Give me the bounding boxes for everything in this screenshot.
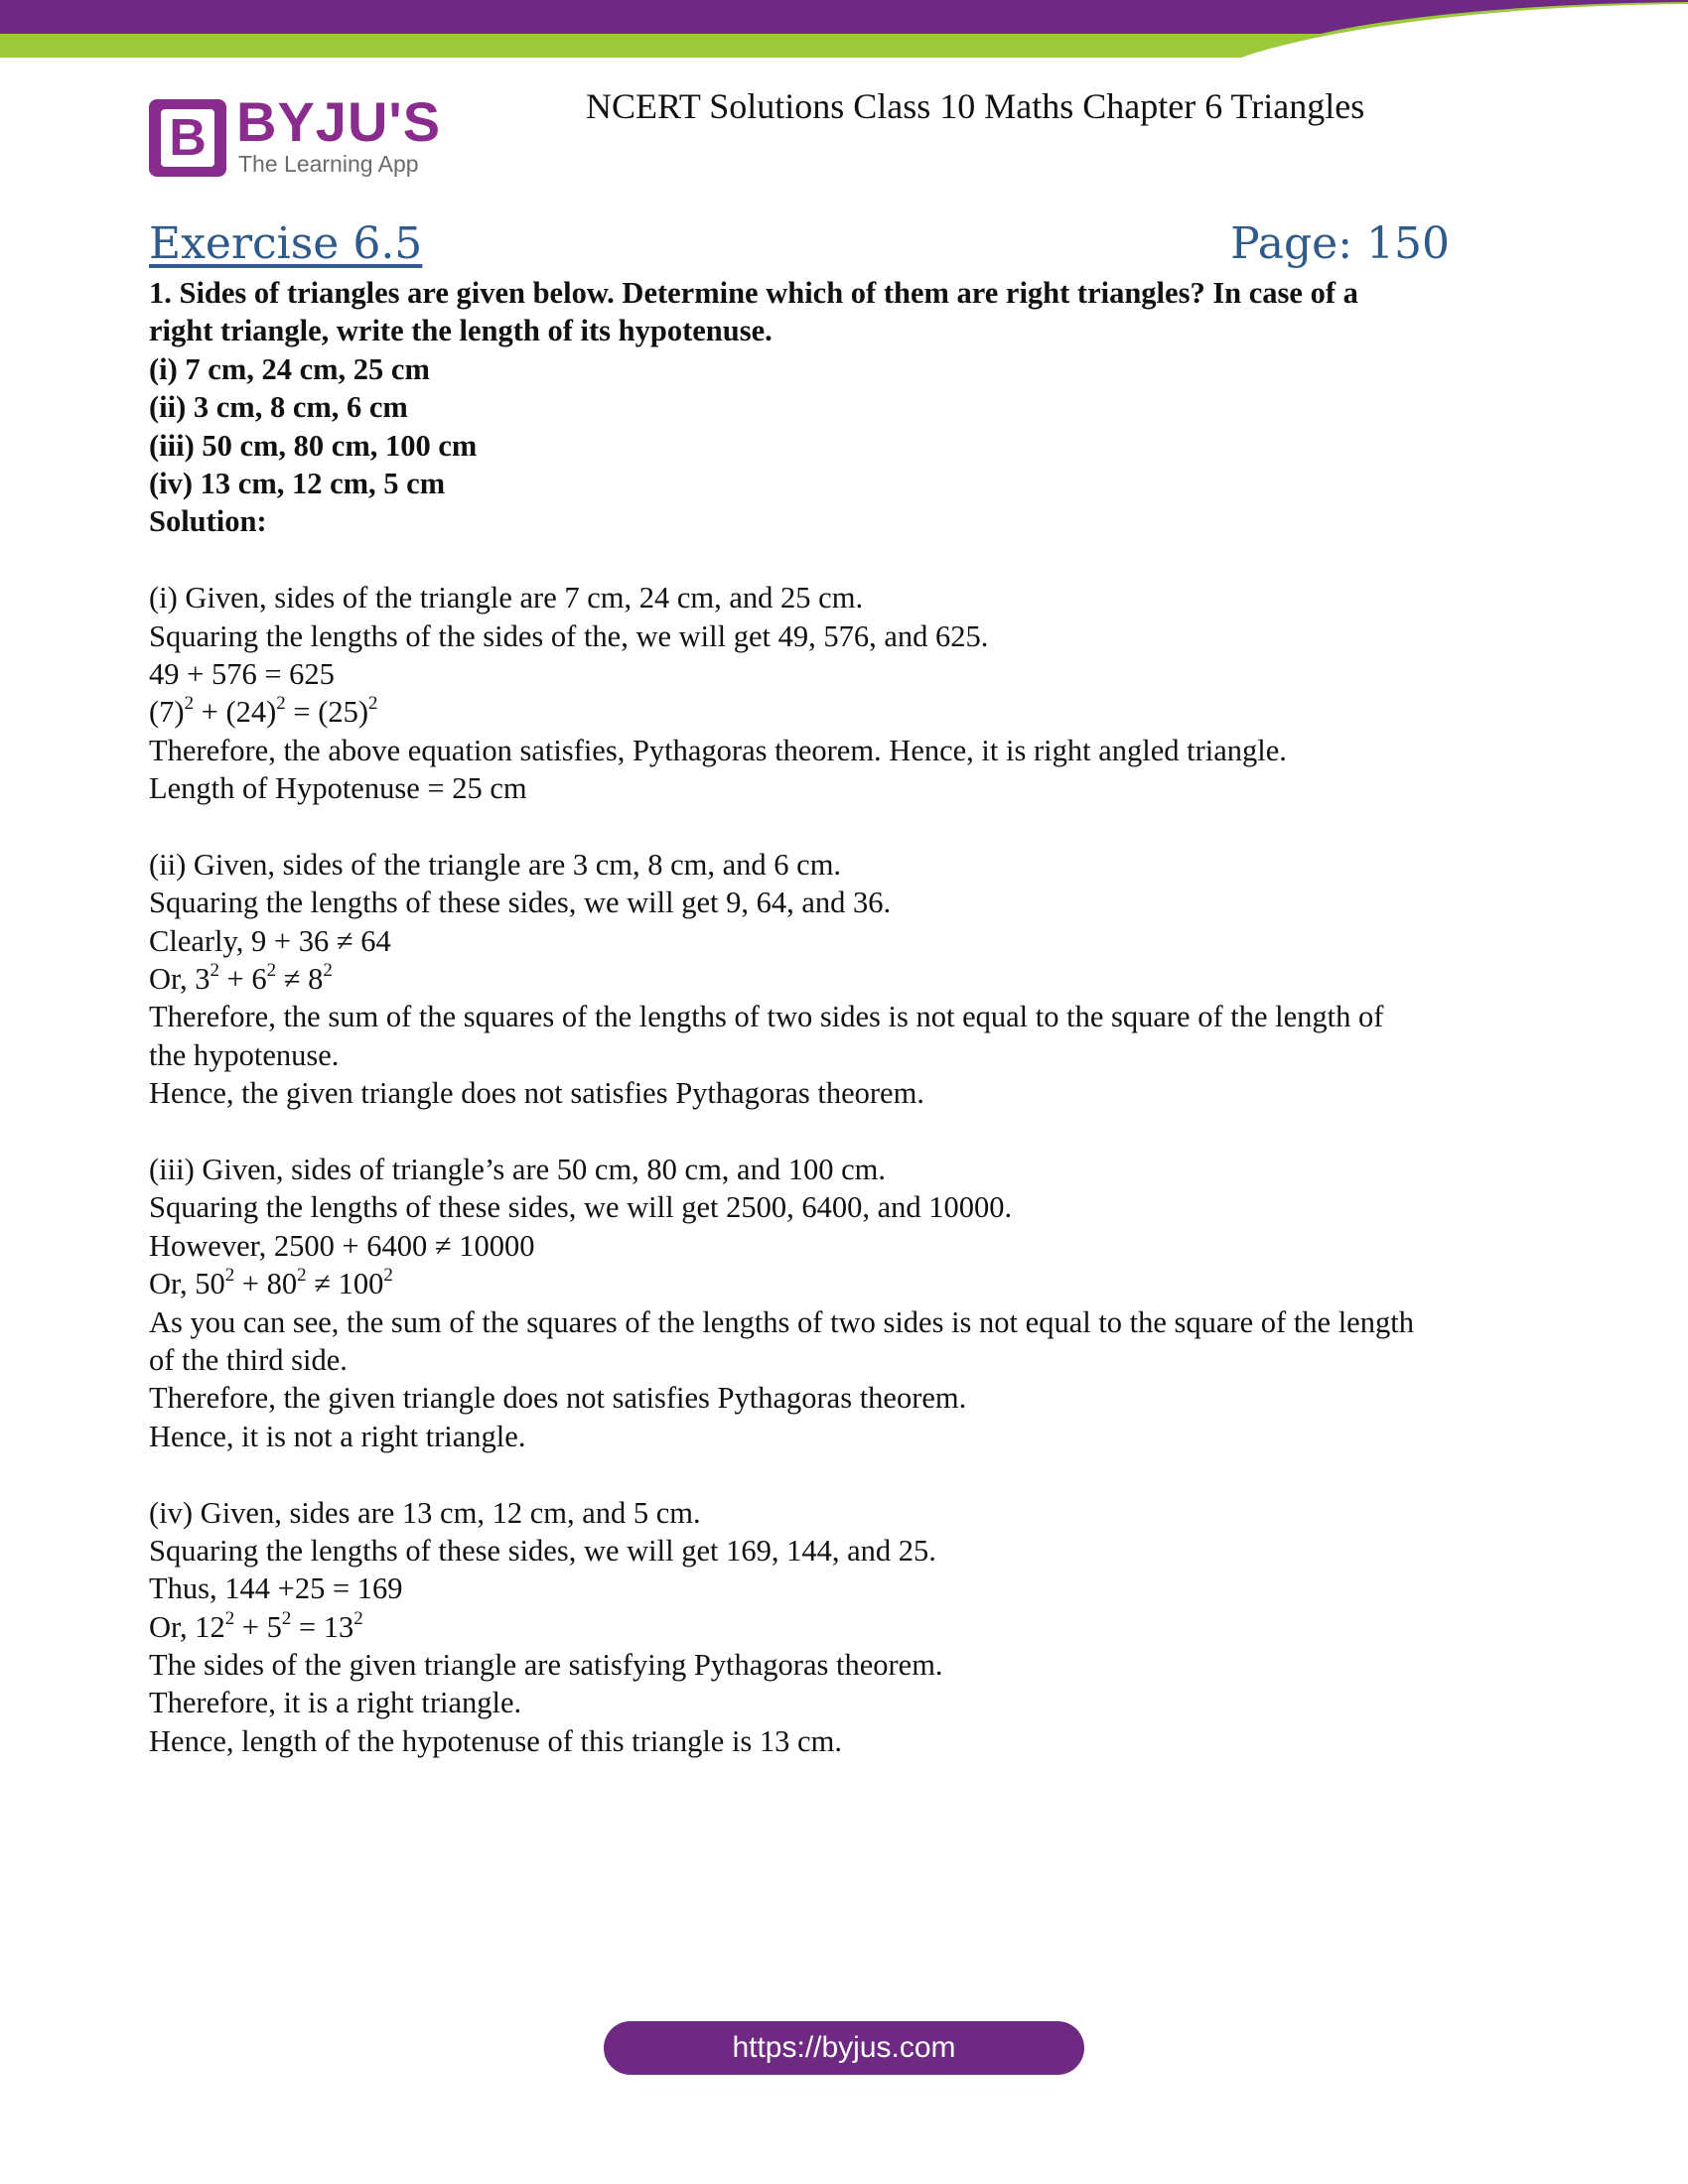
byjus-logo [149, 90, 442, 179]
logo-tagline: The Learning App [238, 151, 419, 177]
question-text: right triangle, write the length of its hypotenuse. [149, 314, 773, 348]
solution-line: 49 + 576 = 625 [149, 656, 335, 691]
solution-line: However, 2500 + 6400 ≠ 10000 [149, 1228, 535, 1263]
solution-line: Thus, 144 +25 = 169 [149, 1571, 403, 1606]
solution-line: As you can see, the sum of the squares of the lengths of two sides is not equal to the square of the length [149, 1304, 1414, 1339]
exercise-heading: Exercise 6.5 [149, 218, 423, 269]
solution-line: Hence, it is not a right triangle. [149, 1419, 526, 1453]
solution-line: (iii) Given, sides of triangle’s are 50 cm, 80 cm, and 100 cm. [149, 1152, 886, 1186]
solution-line: Clearly, 9 + 36 ≠ 64 [149, 923, 391, 958]
solution-line: Squaring the lengths of these sides, we will get 9, 64, and 36. [149, 886, 892, 920]
solution-label: Solution: [149, 504, 267, 539]
footer-url-link[interactable]: https://byjus.com [604, 2021, 1084, 2075]
solution-line: Length of Hypotenuse = 25 cm [149, 771, 527, 806]
solution-line: Therefore, the given triangle does not satisfies Pythagoras theorem. [149, 1381, 967, 1416]
question-part: (ii) 3 cm, 8 cm, 6 cm [149, 390, 408, 425]
equation-line: Or, $3^2 + 6^2 \ne 8^2$ [149, 959, 333, 997]
question-part: (i) 7 cm, 24 cm, 25 cm [149, 351, 430, 386]
solution-line: the hypotenuse. [149, 1037, 340, 1072]
equation-line: Or, $50^2 + 80^2 \ne 100^2$ [149, 1265, 393, 1301]
logo-name: BYJU'S [236, 90, 442, 153]
solution-line: Therefore, it is a right triangle. [149, 1686, 522, 1720]
equation-line: Or, $12^2 + 5^2 = 13^2$ [149, 1607, 363, 1644]
solution-line: The sides of the given triangle are satisfying Pythagoras theorem. [149, 1648, 943, 1683]
page-number: Page: 150 [1230, 218, 1450, 269]
question-text: 1. Sides of triangles are given below. Determine which of them are right triangles? In case of a [149, 276, 1358, 310]
solution-line: (ii) Given, sides of the triangle are 3 cm, 8 cm, and 6 cm. [149, 847, 842, 882]
solution-line: Squaring the lengths of the sides of the, we will get 49, 576, and 625. [149, 618, 989, 653]
question-part: (iii) 50 cm, 80 cm, 100 cm [149, 428, 478, 463]
solution-line: Hence, length of the hypotenuse of this triangle is 13 cm. [149, 1723, 842, 1758]
document-body [149, 274, 1539, 1760]
solution-line: Squaring the lengths of these sides, we will get 2500, 6400, and 10000. [149, 1190, 1013, 1225]
solution-line: Therefore, the above equation satisfies, Pythagoras theorem. Hence, it is right angled triangle. [149, 733, 1287, 767]
question-part: (iv) 13 cm, 12 cm, 5 cm [149, 466, 446, 500]
equation-line: $(7)^2 + (24)^2 = (25)^2$ [149, 693, 378, 730]
top-decorative-band [0, 0, 1688, 62]
document-title: NCERT Solutions Class 10 Maths Chapter 6 Triangles [586, 86, 1365, 126]
solution-line: Hence, the given triangle does not satisfies Pythagoras theorem. [149, 1076, 924, 1111]
solution-line: (i) Given, sides of the triangle are 7 cm, 24 cm, and 25 cm. [149, 581, 864, 615]
solution-line: of the third side. [149, 1342, 348, 1377]
logo-mark [149, 99, 226, 177]
solution-line: (iv) Given, sides are 13 cm, 12 cm, and 5 cm. [149, 1495, 701, 1530]
logo-mark-letter: B [161, 109, 214, 167]
solution-line: Squaring the lengths of these sides, we will get 169, 144, and 25. [149, 1533, 936, 1568]
solution-line: Therefore, the sum of the squares of the lengths of two sides is not equal to the square of the length of [149, 1000, 1384, 1034]
